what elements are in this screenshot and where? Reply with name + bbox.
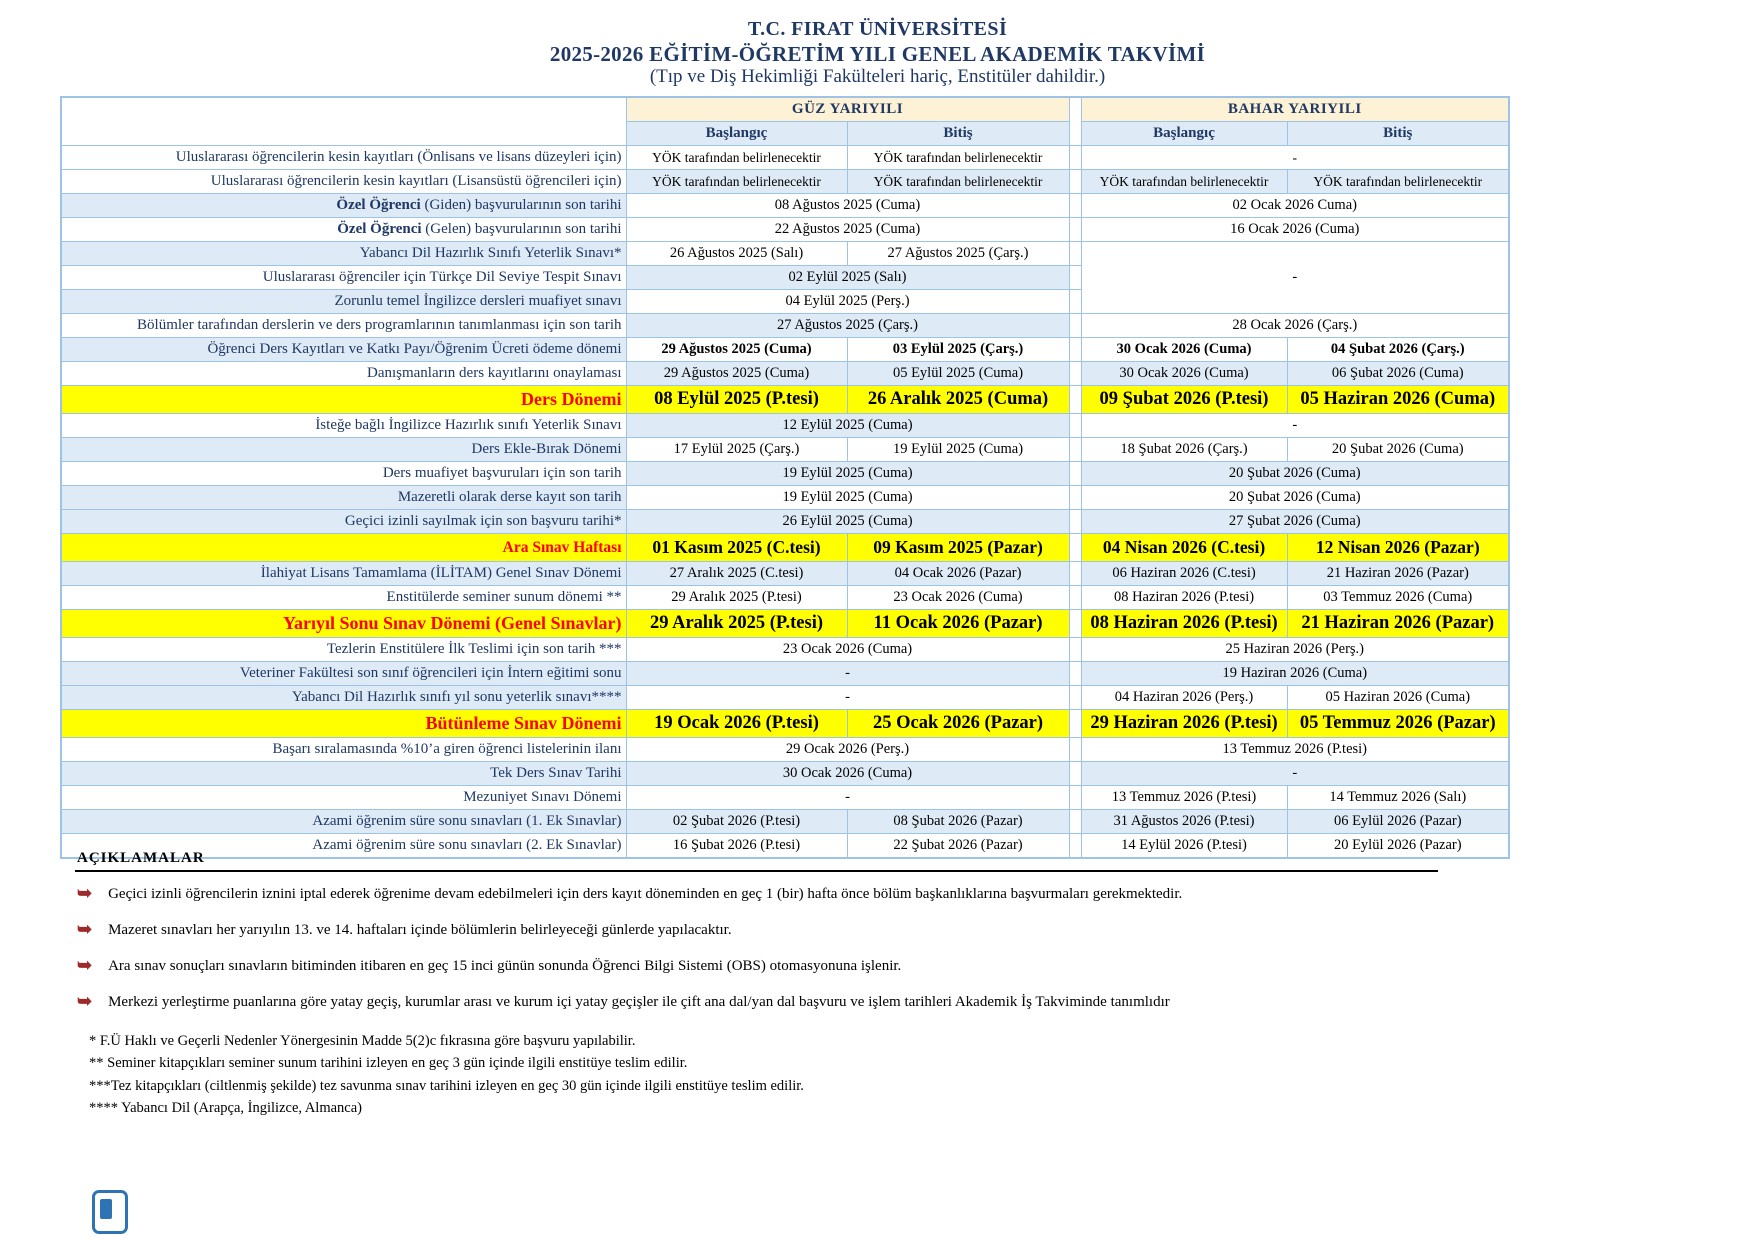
semester-divider [1069,146,1081,170]
fall-date-cell: 22 Şubat 2026 (Pazar) [847,834,1069,859]
fall-start-header: Başlangıç [626,122,847,146]
spring-date-cell: 06 Haziran 2026 (C.tesi) [1081,562,1287,586]
table-row [61,534,1509,562]
fall-date-cell: 26 Ağustos 2025 (Salı) [626,242,847,266]
table-row [61,786,1509,810]
spring-date-cell: 27 Şubat 2026 (Cuma) [1081,510,1509,534]
spring-date-cell: 18 Şubat 2026 (Çarş.) [1081,438,1287,462]
fall-date-cell: - [626,662,1069,686]
title-institution: T.C. FIRAT ÜNİVERSİTESİ [747,18,1008,40]
fall-date-cell: 29 Ocak 2026 (Perş.) [626,738,1069,762]
fall-date-cell: 26 Eylül 2025 (Cuma) [626,510,1069,534]
fall-date-cell: 27 Aralık 2025 (C.tesi) [626,562,847,586]
spring-date-cell: 12 Nisan 2026 (Pazar) [1287,534,1509,562]
semester-divider [1069,97,1081,146]
row-label: Geçici izinli sayılmak için son başvuru tarihi* [61,510,626,534]
fall-date-cell: 08 Ağustos 2025 (Cuma) [626,194,1069,218]
row-label: Yabancı Dil Hazırlık Sınıfı Yeterlik Sınavı* [61,242,626,266]
table-row [61,638,1509,662]
spring-date-cell: 08 Haziran 2026 (P.tesi) [1081,586,1287,610]
table-row [61,362,1509,386]
fall-date-cell: 27 Ağustos 2025 (Çarş.) [847,242,1069,266]
fall-semester-header: GÜZ YARIYILI [626,97,1069,122]
note-bullet [77,991,1460,1011]
row-label: Bölümler tarafından derslerin ve ders programlarının tanımlanması için son tarih [61,314,626,338]
note-bullet [77,883,1460,903]
arrow-bullet-icon: ➥ [77,991,93,1011]
row-label: Azami öğrenim süre sonu sınavları (2. Ek Sınavlar) [61,834,626,859]
fall-date-cell: 17 Eylül 2025 (Çarş.) [626,438,847,462]
spring-date-cell: 06 Eylül 2026 (Pazar) [1287,810,1509,834]
spring-date-cell: 30 Ocak 2026 (Cuma) [1081,338,1287,362]
table-row [61,662,1509,686]
arrow-bullet-icon: ➥ [77,883,93,903]
row-label: Ders Ekle-Bırak Dönemi [61,438,626,462]
semester-divider [1069,738,1081,762]
semester-header-row [61,97,1509,122]
spring-date-cell: 13 Temmuz 2026 (P.tesi) [1081,786,1287,810]
table-row [61,686,1509,710]
semester-divider [1069,386,1081,414]
spring-date-cell: - [1081,762,1509,786]
table-row [61,738,1509,762]
arrow-bullet-icon: ➥ [77,955,93,975]
spring-date-cell: 20 Şubat 2026 (Cuma) [1287,438,1509,462]
semester-divider [1069,786,1081,810]
corner-cell [61,97,626,146]
footnote: ***Tez kitapçıkları (ciltlenmiş şekilde) tez savunma sınav tarihini izleyen en geç 30 gün içinde ilgili enstitüye teslim edilir. [89,1077,804,1094]
spring-date-cell: 03 Temmuz 2026 (Cuma) [1287,586,1509,610]
semester-divider [1069,586,1081,610]
arrow-bullet-icon: ➥ [77,919,93,939]
spring-date-cell: - [1081,242,1509,314]
fall-date-cell: 04 Ocak 2026 (Pazar) [847,562,1069,586]
row-label: Mazeretli olarak derse kayıt son tarih [61,486,626,510]
row-label: Başarı sıralamasında %10’a giren öğrenci listelerinin ilanı [61,738,626,762]
spring-date-cell: 02 Ocak 2026 Cuma) [1081,194,1509,218]
semester-divider [1069,338,1081,362]
semester-divider [1069,510,1081,534]
explanations-section [75,850,1460,1120]
spring-date-cell: 28 Ocak 2026 (Çarş.) [1081,314,1509,338]
fall-date-cell: 04 Eylül 2025 (Perş.) [626,290,1069,314]
row-label: Tezlerin Enstitülere İlk Teslimi için son tarih *** [61,638,626,662]
spring-date-cell: 31 Ağustos 2026 (P.tesi) [1081,810,1287,834]
fall-date-cell: 30 Ocak 2026 (Cuma) [626,762,1069,786]
explanations-heading: AÇIKLAMALAR [77,850,205,866]
table-row [61,438,1509,462]
table-row [61,510,1509,534]
fall-date-cell: - [626,686,1069,710]
note-text: Ara sınav sonuçları sınavların bitiminden itibaren en geç 15 inci günün sonunda Öğrenci Bilgi Sistemi (OBS) otomasyonuna işlenir. [108,958,902,974]
fall-date-cell: 02 Eylül 2025 (Salı) [626,266,1069,290]
fall-date-cell: 22 Ağustos 2025 (Cuma) [626,218,1069,242]
table-row [61,810,1509,834]
table-row [61,710,1509,738]
table-row [61,242,1509,266]
row-label: Ders muafiyet başvuruları için son tarih [61,462,626,486]
table-row [61,194,1509,218]
fall-date-cell: 29 Aralık 2025 (P.tesi) [626,610,847,638]
footnote: ** Seminer kitapçıkları seminer sunum tarihini izleyen en geç 3 gün içinde ilgili enstitüye teslim edilir. [89,1055,688,1072]
spring-date-cell: - [1081,146,1509,170]
note-bullet [77,919,1460,939]
row-label: Tek Ders Sınav Tarihi [61,762,626,786]
table-row [61,462,1509,486]
fall-date-cell: 02 Şubat 2026 (P.tesi) [626,810,847,834]
row-label: Özel Öğrenci (Giden) başvurularının son tarihi [61,194,626,218]
semester-divider [1069,486,1081,510]
semester-divider [1069,810,1081,834]
fall-date-cell: 19 Eylül 2025 (Cuma) [626,486,1069,510]
footer-logo [92,1190,128,1234]
fall-date-cell: 12 Eylül 2025 (Cuma) [626,414,1069,438]
row-label: Zorunlu temel İngilizce dersleri muafiyet sınavı [61,290,626,314]
title-calendar-name: 2025-2026 EĞİTİM-ÖĞRETİM YILI GENEL AKADEMİK TAKVİMİ [549,41,1206,66]
semester-divider [1069,610,1081,638]
row-label: Enstitülerde seminer sunum dönemi ** [61,586,626,610]
spring-end-header: Bitiş [1287,122,1509,146]
semester-divider [1069,266,1081,290]
spring-date-cell: 16 Ocak 2026 (Cuma) [1081,218,1509,242]
spring-date-cell: 05 Temmuz 2026 (Pazar) [1287,710,1509,738]
fall-date-cell: 25 Ocak 2026 (Pazar) [847,710,1069,738]
note-text: Merkezi yerleştirme puanlarına göre yatay geçiş, kurumlar arası ve kurum içi yatay geçişler ile çift ana dal/yan dal başvuru ve işlem tarihleri Akademik İş Takviminde tanımlıdır [108,994,1170,1010]
table-row [61,562,1509,586]
table-row [61,314,1509,338]
fall-date-cell: 11 Ocak 2026 (Pazar) [847,610,1069,638]
spring-date-cell: - [1081,414,1509,438]
fall-date-cell: - [626,786,1069,810]
spring-date-cell: 20 Şubat 2026 (Cuma) [1081,462,1509,486]
table-row [61,414,1509,438]
table-row [61,338,1509,362]
semester-divider [1069,562,1081,586]
table-row [61,610,1509,638]
semester-divider [1069,710,1081,738]
fall-date-cell: 19 Ocak 2026 (P.tesi) [626,710,847,738]
row-label: Yarıyıl Sonu Sınav Dönemi (Genel Sınavlar) [61,610,626,638]
fall-date-cell: 27 Ağustos 2025 (Çarş.) [626,314,1069,338]
fall-date-cell: YÖK tarafından belirlenecektir [626,146,847,170]
semester-divider [1069,218,1081,242]
fall-date-cell: 01 Kasım 2025 (C.tesi) [626,534,847,562]
semester-divider [1069,414,1081,438]
semester-divider [1069,314,1081,338]
fall-date-cell: 19 Eylül 2025 (Cuma) [847,438,1069,462]
table-row [61,586,1509,610]
table-row [61,170,1509,194]
row-label: Öğrenci Ders Kayıtları ve Katkı Payı/Öğrenim Ücreti ödeme dönemi [61,338,626,362]
semester-divider [1069,242,1081,266]
spring-date-cell: 14 Temmuz 2026 (Salı) [1287,786,1509,810]
note-text: Geçici izinli öğrencilerin iznini iptal ederek öğrenime devam edebilmeleri için ders kayıt döneminden en geç 1 (bir) hafta önce bölüm başkanlıklarına başvurmaları gerekmektedir. [108,886,1183,902]
spring-date-cell: 09 Şubat 2026 (P.tesi) [1081,386,1287,414]
row-label: Uluslararası öğrencilerin kesin kayıtları (Lisansüstü öğrencileri için) [61,170,626,194]
fall-date-cell: YÖK tarafından belirlenecektir [626,170,847,194]
spring-date-cell: 04 Haziran 2026 (Perş.) [1081,686,1287,710]
fall-date-cell: 03 Eylül 2025 (Çarş.) [847,338,1069,362]
fall-date-cell: 29 Aralık 2025 (P.tesi) [626,586,847,610]
row-label: Danışmanların ders kayıtlarını onaylaması [61,362,626,386]
explanations-rule [75,870,1438,872]
row-label: İsteğe bağlı İngilizce Hazırlık sınıfı Yeterlik Sınavı [61,414,626,438]
semester-divider [1069,170,1081,194]
table-row [61,146,1509,170]
spring-date-cell: 14 Eylül 2026 (P.tesi) [1081,834,1287,859]
semester-divider [1069,662,1081,686]
note-text: Mazeret sınavları her yarıyılın 13. ve 14. haftaları içinde bölümlerin belirleyeceği günlerde yapılacaktır. [108,922,732,938]
fall-end-header: Bitiş [847,122,1069,146]
spring-date-cell: YÖK tarafından belirlenecektir [1287,170,1509,194]
table-row [61,762,1509,786]
semester-divider [1069,762,1081,786]
footnote: * F.Ü Haklı ve Geçerli Nedenler Yönergesinin Madde 5(2)c fıkrasına göre başvuru yapılabilir. [89,1033,636,1049]
row-label: Veteriner Fakültesi son sınıf öğrencileri için İntern eğitimi sonu [61,662,626,686]
academic-calendar-table [60,96,1510,859]
row-label: Bütünleme Sınav Dönemi [61,710,626,738]
fall-date-cell: 19 Eylül 2025 (Cuma) [626,462,1069,486]
row-label: Uluslararası öğrenciler için Türkçe Dil Seviye Tespit Sınavı [61,266,626,290]
semester-divider [1069,686,1081,710]
fall-date-cell: 16 Şubat 2026 (P.tesi) [626,834,847,859]
row-label: Uluslararası öğrencilerin kesin kayıtları (Önlisans ve lisans düzeyleri için) [61,146,626,170]
spring-date-cell: 04 Nisan 2026 (C.tesi) [1081,534,1287,562]
spring-date-cell: 20 Şubat 2026 (Cuma) [1081,486,1509,510]
spring-date-cell: YÖK tarafından belirlenecektir [1081,170,1287,194]
spring-date-cell: 13 Temmuz 2026 (P.tesi) [1081,738,1509,762]
fall-date-cell: YÖK tarafından belirlenecektir [847,146,1069,170]
semester-divider [1069,362,1081,386]
semester-divider [1069,438,1081,462]
semester-divider [1069,462,1081,486]
row-label: Ders Dönemi [61,386,626,414]
fall-date-cell: YÖK tarafından belirlenecektir [847,170,1069,194]
fall-date-cell: 23 Ocak 2026 (Cuma) [626,638,1069,662]
spring-semester-header: BAHAR YARIYILI [1081,97,1509,122]
fall-date-cell: 05 Eylül 2025 (Cuma) [847,362,1069,386]
spring-date-cell: 06 Şubat 2026 (Cuma) [1287,362,1509,386]
fall-date-cell: 29 Ağustos 2025 (Cuma) [626,338,847,362]
spring-date-cell: 25 Haziran 2026 (Perş.) [1081,638,1509,662]
semester-divider [1069,534,1081,562]
fall-date-cell: 29 Ağustos 2025 (Cuma) [626,362,847,386]
semester-divider [1069,194,1081,218]
spring-date-cell: 21 Haziran 2026 (Pazar) [1287,562,1509,586]
row-label: Yabancı Dil Hazırlık sınıfı yıl sonu yeterlik sınavı**** [61,686,626,710]
spring-date-cell: 29 Haziran 2026 (P.tesi) [1081,710,1287,738]
row-label: İlahiyat Lisans Tamamlama (İLİTAM) Genel Sınav Dönemi [61,562,626,586]
fall-date-cell: 09 Kasım 2025 (Pazar) [847,534,1069,562]
semester-divider [1069,290,1081,314]
row-label: Mezuniyet Sınavı Dönemi [61,786,626,810]
semester-divider [1069,638,1081,662]
fall-date-cell: 23 Ocak 2026 (Cuma) [847,586,1069,610]
spring-date-cell: 21 Haziran 2026 (Pazar) [1287,610,1509,638]
spring-date-cell: 05 Haziran 2026 (Cuma) [1287,386,1509,414]
spring-date-cell: 19 Haziran 2026 (Cuma) [1081,662,1509,686]
table-row [61,486,1509,510]
table-row [61,218,1509,242]
row-label: Özel Öğrenci (Gelen) başvurularının son tarihi [61,218,626,242]
spring-date-cell: 04 Şubat 2026 (Çarş.) [1287,338,1509,362]
row-label: Ara Sınav Haftası [61,534,626,562]
spring-start-header: Başlangıç [1081,122,1287,146]
table-row [61,386,1509,414]
title-scope-note: (Tıp ve Diş Hekimliği Fakülteleri hariç, Enstitüler dahildir.) [649,66,1106,88]
spring-date-cell: 20 Eylül 2026 (Pazar) [1287,834,1509,859]
spring-date-cell: 05 Haziran 2026 (Cuma) [1287,686,1509,710]
footnote: **** Yabancı Dil (Arapça, İngilizce, Almanca) [89,1100,362,1117]
document-title [0,18,1755,89]
fall-date-cell: 08 Şubat 2026 (Pazar) [847,810,1069,834]
spring-date-cell: 08 Haziran 2026 (P.tesi) [1081,610,1287,638]
fall-date-cell: 26 Aralık 2025 (Cuma) [847,386,1069,414]
spring-date-cell: 30 Ocak 2026 (Cuma) [1081,362,1287,386]
fall-date-cell: 08 Eylül 2025 (P.tesi) [626,386,847,414]
note-bullet [77,955,1460,975]
row-label: Azami öğrenim süre sonu sınavları (1. Ek Sınavlar) [61,810,626,834]
